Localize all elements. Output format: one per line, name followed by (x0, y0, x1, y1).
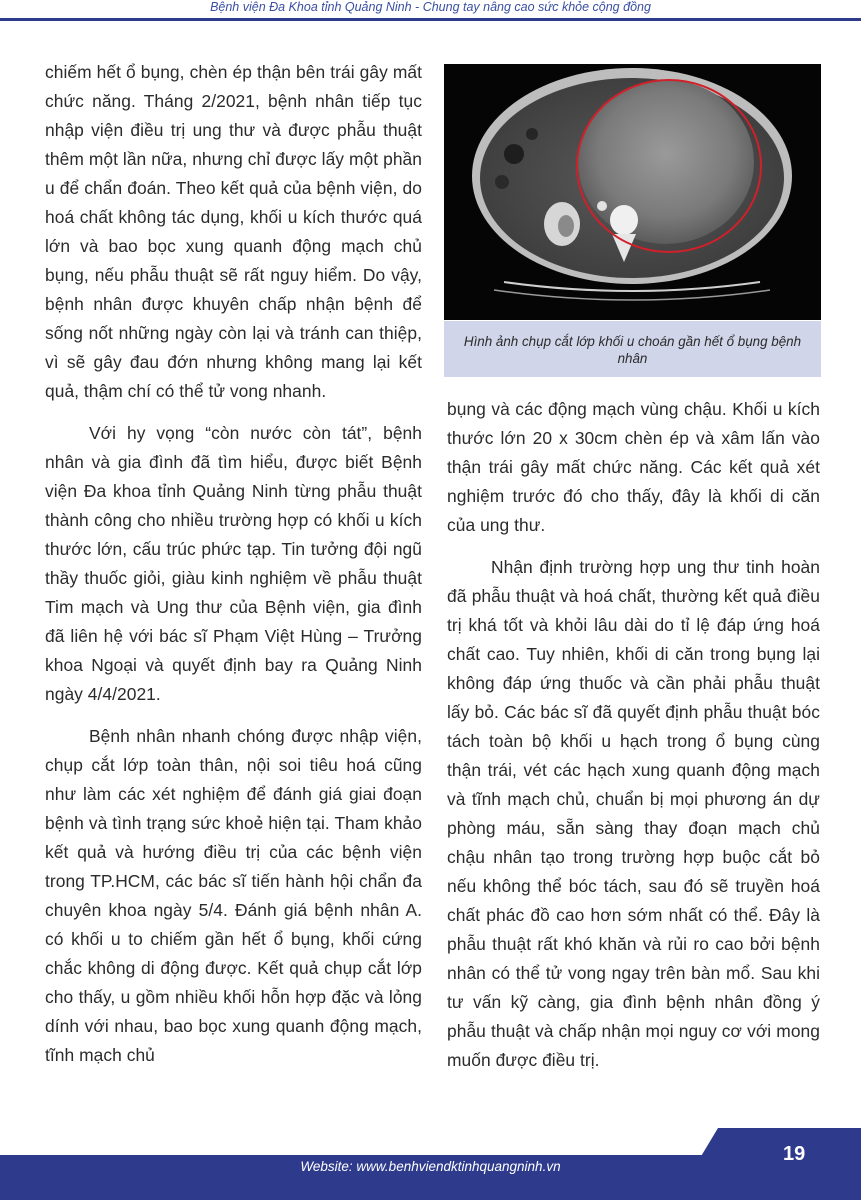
bowel-gas (495, 175, 509, 189)
vertebra (610, 205, 638, 235)
bowel-gas (526, 128, 538, 140)
footer-website: Website: www.benhviendktinhquangninh.vn (300, 1159, 561, 1174)
header-text: Bệnh viện Đa Khoa tỉnh Quảng Ninh - Chung tay nâng cao sức khỏe cộng đồng (210, 0, 651, 14)
ct-scan-illustration (444, 64, 821, 320)
header-rule (0, 18, 861, 21)
left-column (45, 58, 422, 1083)
page-number: 19 (783, 1143, 806, 1165)
kidney-pelvis (558, 215, 574, 237)
page-header (0, 0, 861, 22)
bowel-gas (504, 144, 524, 164)
ct-scan-image (444, 64, 821, 320)
figure-caption: Hình ảnh chụp cắt lớp khối u choán gần hết ổ bụng bệnh nhân (463, 334, 802, 366)
left-paragraph-3: Bệnh nhân nhanh chóng được nhập viện, chụp cắt lớp toàn thân, nội soi tiêu hoá cũng như làm các xét nghiệm để đánh giá giai đoạn bệnh và tình trạng sức khoẻ hiện tại. Tham khảo kết quả và hướng điều trị của các bệnh viện trong TP.HCM, các bác sĩ tiến hành hội chẩn đa chuyên khoa ngày 5/4. Đánh giá bệnh nhân A. có khối u to chiếm gần hết ổ bụng, khối cứng chắc không di động được. Kết quả chụp cắt lớp cho thấy, u gồm nhiều khối hỗn hợp đặc và lỏng dính với nhau, bao bọc xung quanh động mạch, tĩnh mạch chủ (45, 726, 422, 1065)
right-column (447, 395, 820, 1088)
right-paragraph-1: bụng và các động mạch vùng chậu. Khối u kích thước lớn 20 x 30cm chèn ép và xâm lấn vào thận trái gây mất chức năng. Các kết quả xét nghiệm trước đó cho thấy, đây là khối di căn của ung thư. (447, 399, 820, 535)
aorta (597, 201, 607, 211)
left-paragraph-2: Với hy vọng “còn nước còn tát”, bệnh nhân và gia đình đã tìm hiểu, được biết Bệnh viện Đa khoa tỉnh Quảng Ninh từng phẫu thuật thành công cho nhiều trường hợp có khối u kích thước lớn, cấu trúc phức tạp. Tin tưởng đội ngũ thầy thuốc giỏi, giàu kinh nghiệm về phẫu thuật Tim mạch và Ung thư của Bệnh viện, gia đình đã liên hệ với bác sĩ Phạm Việt Hùng – Trưởng khoa Ngoại và quyết định bay ra Quảng Ninh ngày 4/4/2021. (45, 423, 422, 704)
footer-page-tab (700, 1128, 861, 1158)
figure-caption-box (444, 321, 821, 377)
right-paragraph-2: Nhận định trường hợp ung thư tinh hoàn đã phẫu thuật và hoá chất, thường kết quả điều trị khá tốt và khỏi lâu dài do tỉ lệ đáp ứng hoá chất cao. Tuy nhiên, khối di căn trong bụng lại không đáp ứng thuốc và cần phải phẫu thuật lấy bỏ. Các bác sĩ đã quyết định phẫu thuật bóc tách toàn bộ khối u hạch trong ổ bụng cùng thận trái, vét các hạch xung quanh động mạch và tĩnh mạch chủ, chuẩn bị mọi phương án dự phòng máu, sẵn sàng thay đoạn mạch chủ chậu nhân tạo trong trường hợp buộc cắt bỏ nếu không thể bóc tách, sau đó sẽ truyền hoá chất phác đồ cao hơn sớm nhất có thể. Đây là phẫu thuật rất khó khăn và rủi ro cao bởi bệnh nhân có thể tử vong ngay trên bàn mổ. Sau khi tư vấn kỹ càng, gia đình bệnh nhân đồng ý phẫu thuật và chấp nhận mọi nguy cơ với mong muốn được điều trị. (447, 557, 820, 1070)
left-paragraph-1: chiếm hết ổ bụng, chèn ép thận bên trái gây mất chức năng. Tháng 2/2021, bệnh nhân tiếp tục nhập viện điều trị ung thư và được phẫu thuật thêm một lần nữa, nhưng chỉ được lấy một phần u để chẩn đoán. Theo kết quả của bệnh viện, do hoá chất không tác dụng, khối u kích thước quá lớn và bao bọc xung quanh động mạch chủ bụng, nếu phẫu thuật sẽ rất nguy hiểm. Do vậy, bệnh nhân được khuyên chấp nhận bệnh để sống nốt những ngày còn lại và tránh can thiệp, vì sẽ gây đau đớn nhưng không mang lại kết quả, thậm chí có thể tử vong nhanh. (45, 62, 422, 401)
